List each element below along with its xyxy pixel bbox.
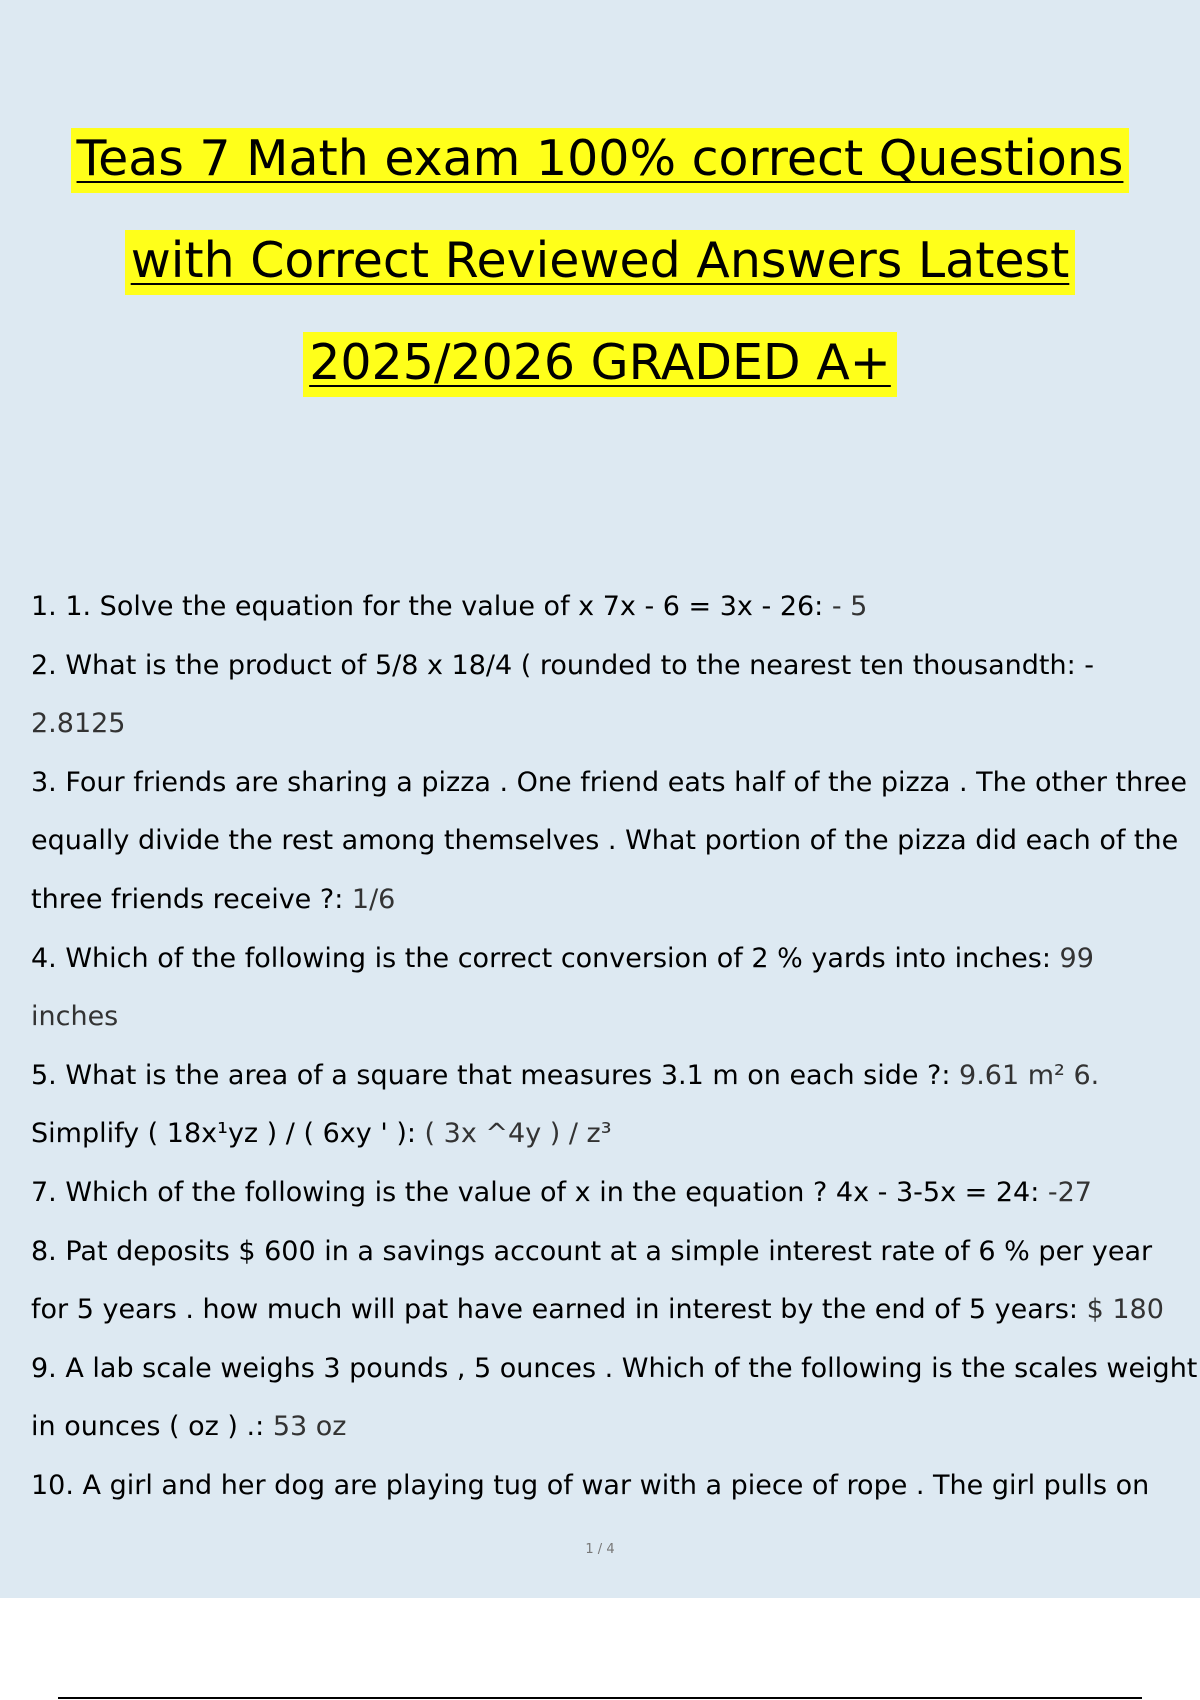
question-list xyxy=(31,578,1200,1516)
question-text: 10. A girl and her dog are playing tug of war with a piece of rope . The girl pulls on xyxy=(31,1469,1150,1501)
text-line xyxy=(31,754,1200,813)
question-text: 1. 1. Solve the equation for the value of x 7x - 6 = 3x - 26: xyxy=(31,591,832,622)
question-text: in ounces ( oz ) .: xyxy=(31,1411,273,1443)
text-line xyxy=(31,871,1200,930)
question-text: 2. What is the product of 5/8 x 18/4 ( rounded to the nearest ten thousandth: - xyxy=(31,649,1095,681)
question-text: three friends receive ?: xyxy=(31,883,352,915)
answer-text: 1/6 xyxy=(351,883,396,915)
answer-text: 53 oz xyxy=(272,1411,347,1443)
answer-text: - 5 xyxy=(831,591,868,622)
text-line xyxy=(31,1398,1200,1457)
answer-text: 9.61 m² 6. xyxy=(959,1059,1100,1091)
question-text: 7. Which of the following is the value of x in the equation ? 4x - 3-5x = 24: xyxy=(31,1176,1048,1208)
question-text: for 5 years . how much will pat have earned in interest by the end of 5 years: xyxy=(31,1294,1087,1326)
question-text: Simplify ( 18x¹yz ) / ( 6xy ' ): xyxy=(31,1118,425,1150)
answer-text: 2.8125 xyxy=(31,708,126,740)
title-line-2 xyxy=(0,210,1200,312)
document-title xyxy=(0,108,1200,414)
question-text: 4. Which of the following is the correct conversion of 2 % yards into inches: xyxy=(31,942,1060,974)
text-line xyxy=(31,1047,1200,1106)
text-line xyxy=(31,1340,1200,1399)
title-text-3: 2025/2026 GRADED A+ xyxy=(303,332,897,397)
answer-text: ( 3x ^4y ) / z³ xyxy=(424,1118,612,1150)
text-line xyxy=(31,930,1200,989)
text-line xyxy=(31,637,1200,696)
text-line xyxy=(31,1457,1200,1516)
answer-text: $ 180 xyxy=(1086,1294,1164,1326)
title-text-1: Teas 7 Math exam 100% correct Questions xyxy=(71,128,1130,193)
title-line-3 xyxy=(0,312,1200,414)
page-number: 1 / 4 xyxy=(585,1542,615,1557)
question-text: equally divide the rest among themselves . What portion of the pizza did each of the xyxy=(31,825,1179,857)
text-line xyxy=(31,1164,1200,1223)
title-text-2: with Correct Reviewed Answers Latest xyxy=(125,230,1076,295)
question-text: 8. Pat deposits $ 600 in a savings account at a simple interest rate of 6 % per year xyxy=(31,1235,1153,1267)
title-line-1 xyxy=(0,108,1200,210)
text-line xyxy=(31,1223,1200,1282)
text-line xyxy=(31,578,1200,637)
answer-text: -27 xyxy=(1047,1176,1092,1208)
bottom-divider xyxy=(58,1697,1142,1699)
text-line xyxy=(31,1281,1200,1340)
text-line xyxy=(31,695,1200,754)
question-text: 9. A lab scale weighs 3 pounds , 5 ounces . Which of the following is the scales weight xyxy=(31,1352,1198,1384)
answer-text: 99 xyxy=(1059,942,1094,974)
question-text: 5. What is the area of a square that measures 3.1 m on each side ?: xyxy=(31,1059,960,1091)
answer-text: inches xyxy=(31,1001,119,1033)
text-line xyxy=(31,988,1200,1047)
text-line xyxy=(31,812,1200,871)
question-text: 3. Four friends are sharing a pizza . One friend eats half of the pizza . The other three xyxy=(31,766,1187,798)
text-line xyxy=(31,1105,1200,1164)
